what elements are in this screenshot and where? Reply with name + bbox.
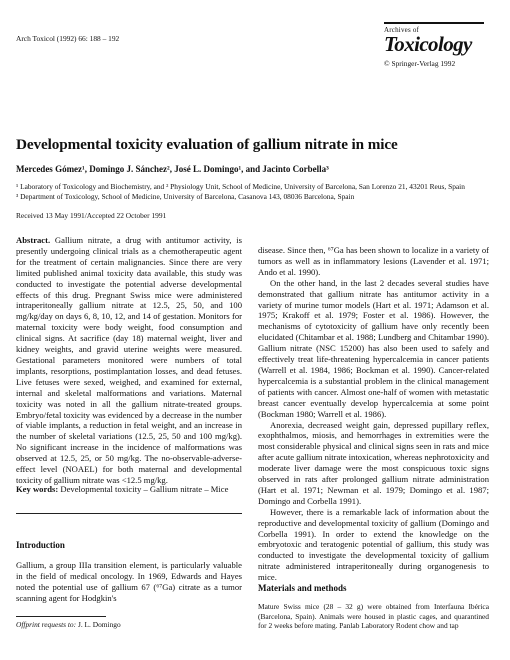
paragraph-3: Anorexia, decreased weight gain, depressed pupillary reflex, exophthalmos, miosis, and hemorrhages in extremities were the most considerable physical and clinical signs seen in rats and mice after acute gallium nitrate intoxication, whereas nephrotoxicity and moderate liver damage were the most conspicuous toxic signs observed in rats after prolonged gallium nitrate administration (Hart et al. 1971; Newman et al. 1979; Domingo et al. 1987; Domingo and Corbella 1991). (258, 419, 489, 506)
footnote-rule (16, 616, 106, 617)
introduction-heading: Introduction (16, 540, 65, 550)
masthead-rule (384, 22, 484, 24)
abstract-text: Gallium nitrate, a drug with antitumor activity, is presently undergoing clinical trials as a chemotherapeutic agent for the treatment of certain malignancies. Since there are very limited published animal toxicity data available, this study was conducted to investigate the potential adverse developmental effects of this drug. Pregnant Swiss mice were administered intraperitoneally gallium nitrate at 12.5, 25, 50, and 100 mg/kg/day on days 6, 8, 10, 12, and 14 of gestation. Monitors for maternal toxicity were body weight, food consumption and clinical signs. At sacrifice (day 18) maternal weight, liver and kidney weights, and gravid uterine weights were measured. Gestational parameters monitored were numbers of total implants, resorptions, postimplantation losses, and dead fetuses. Live fetuses were sexed, weighed, and examined for external, internal and skeletal malformations and variations. Maternal toxicity was noted in all the gallium nitrate-treated groups. Embryo/fetal toxicity was evidenced by a decrease in the number of viable implants, a reduction in fetal weight, and an increase in the number of skeletal variations (12.5, 25, 50 and 100 mg/kg). No significant increase in the incidence of malformations was observed at 12.5, 25, or 50 mg/kg. The no-observable-adverse-effect level (NOAEL) for both maternal and developmental toxicity of gallium nitrate was <12.5 mg/kg. (16, 235, 242, 485)
offprint-text: J. L. Domingo (77, 620, 121, 629)
keywords (16, 484, 242, 495)
section-divider (16, 513, 242, 514)
author-list: Mercedes Gómez¹, Domingo J. Sánchez², José L. Domingo¹, and Jacinto Corbella³ (16, 164, 329, 174)
introduction-text: Gallium, a group IIIa transition element, is particularly valuable in the field of medical oncology. In 1969, Edwards and Hayes noted the potential use of gallium 67 (⁶⁷Ga) citrate as a tumor scanning agent for Hodgkin's (16, 560, 242, 603)
affiliations (16, 182, 486, 201)
keywords-text: Developmental toxicity – Gallium nitrate – Mice (60, 484, 229, 494)
article-title: Developmental toxicity evaluation of gallium nitrate in mice (16, 136, 398, 153)
journal-masthead (384, 22, 484, 68)
keywords-label: Key words: (16, 484, 59, 494)
received-dates: Received 13 May 1991/Accepted 22 October 1991 (16, 211, 167, 220)
offprint-label: Offprint requests to: (16, 620, 77, 629)
journal-name: Toxicology (384, 32, 472, 56)
paragraph-2: On the other hand, in the last 2 decades several studies have demonstrated that gallium nitrate has antitumor activity in a variety of murine tumor models (Hart et al. 1971; Adamson et al. 1975; Krakoff et al. 1979; Foster et al. 1986). However, the mechanisms of cytotoxicity of gallium have only recently been elucidated (Chitambar et al. 1988; Lundberg and Chitambar 1990). Gallium nitrate (NSC 15200) has also been used to safely and effectively treat life-threatening hypercalcemia in cancer patients (Warrell et al. 1984, 1986; Bockman et al. 1990). Cancer-related hypercalcemia is a substantial problem in the clinical management of patients with cancer. Almost one-half of women with metastatic breast cancer eventually develop hypercalcemia at some point (Bockman 1980; Warrell et al. 1986). (258, 277, 489, 419)
abstract (16, 235, 242, 486)
methods-text: Mature Swiss mice (28 – 32 g) were obtained from Interfauna Ibérica (Barcelona, Spain). Animals were housed in plastic cages, and quarantined for 2 weeks before mating. Panlab Laboratory Rodent chow and tap (258, 602, 489, 630)
methods-heading: Materials and methods (258, 583, 347, 593)
abstract-label: Abstract. (16, 235, 51, 245)
offprint-footnote (16, 620, 242, 630)
journal-citation: Arch Toxicol (1992) 66: 188 – 192 (16, 34, 120, 43)
journal-prefix: Archives of (384, 26, 420, 34)
paragraph-4: However, there is a remarkable lack of information about the reproductive and developmental toxicity of gallium (Domingo and Corbella 1991). In order to extend the knowledge on the embryotoxic and teratogenic potential of gallium, this study was conducted to investigate the developmental toxicity of gallium nitrate administered intraperitoneally during organogenesis to mice. (258, 506, 489, 583)
affiliation-2: ³ Department of Toxicology, School of Medicine, University of Barcelona, Casanova 143, 08036 Barcelona, Spain (16, 191, 355, 201)
right-column-body (258, 245, 489, 583)
paragraph-1: disease. Since then, ⁶⁷Ga has been shown to localize in a variety of tumors as well as in inflammatory lesions (Lavender et al. 1971; Ando et al. 1990). (258, 245, 489, 277)
publisher-copyright: © Springer-Verlag 1992 (384, 59, 456, 68)
affiliation-1: ¹ Laboratory of Toxicology and Biochemistry, and ² Physiology Unit, School of Medicine, University of Barcelona, San Lorenzo 21, 43201 Reus, Spain (16, 182, 465, 191)
